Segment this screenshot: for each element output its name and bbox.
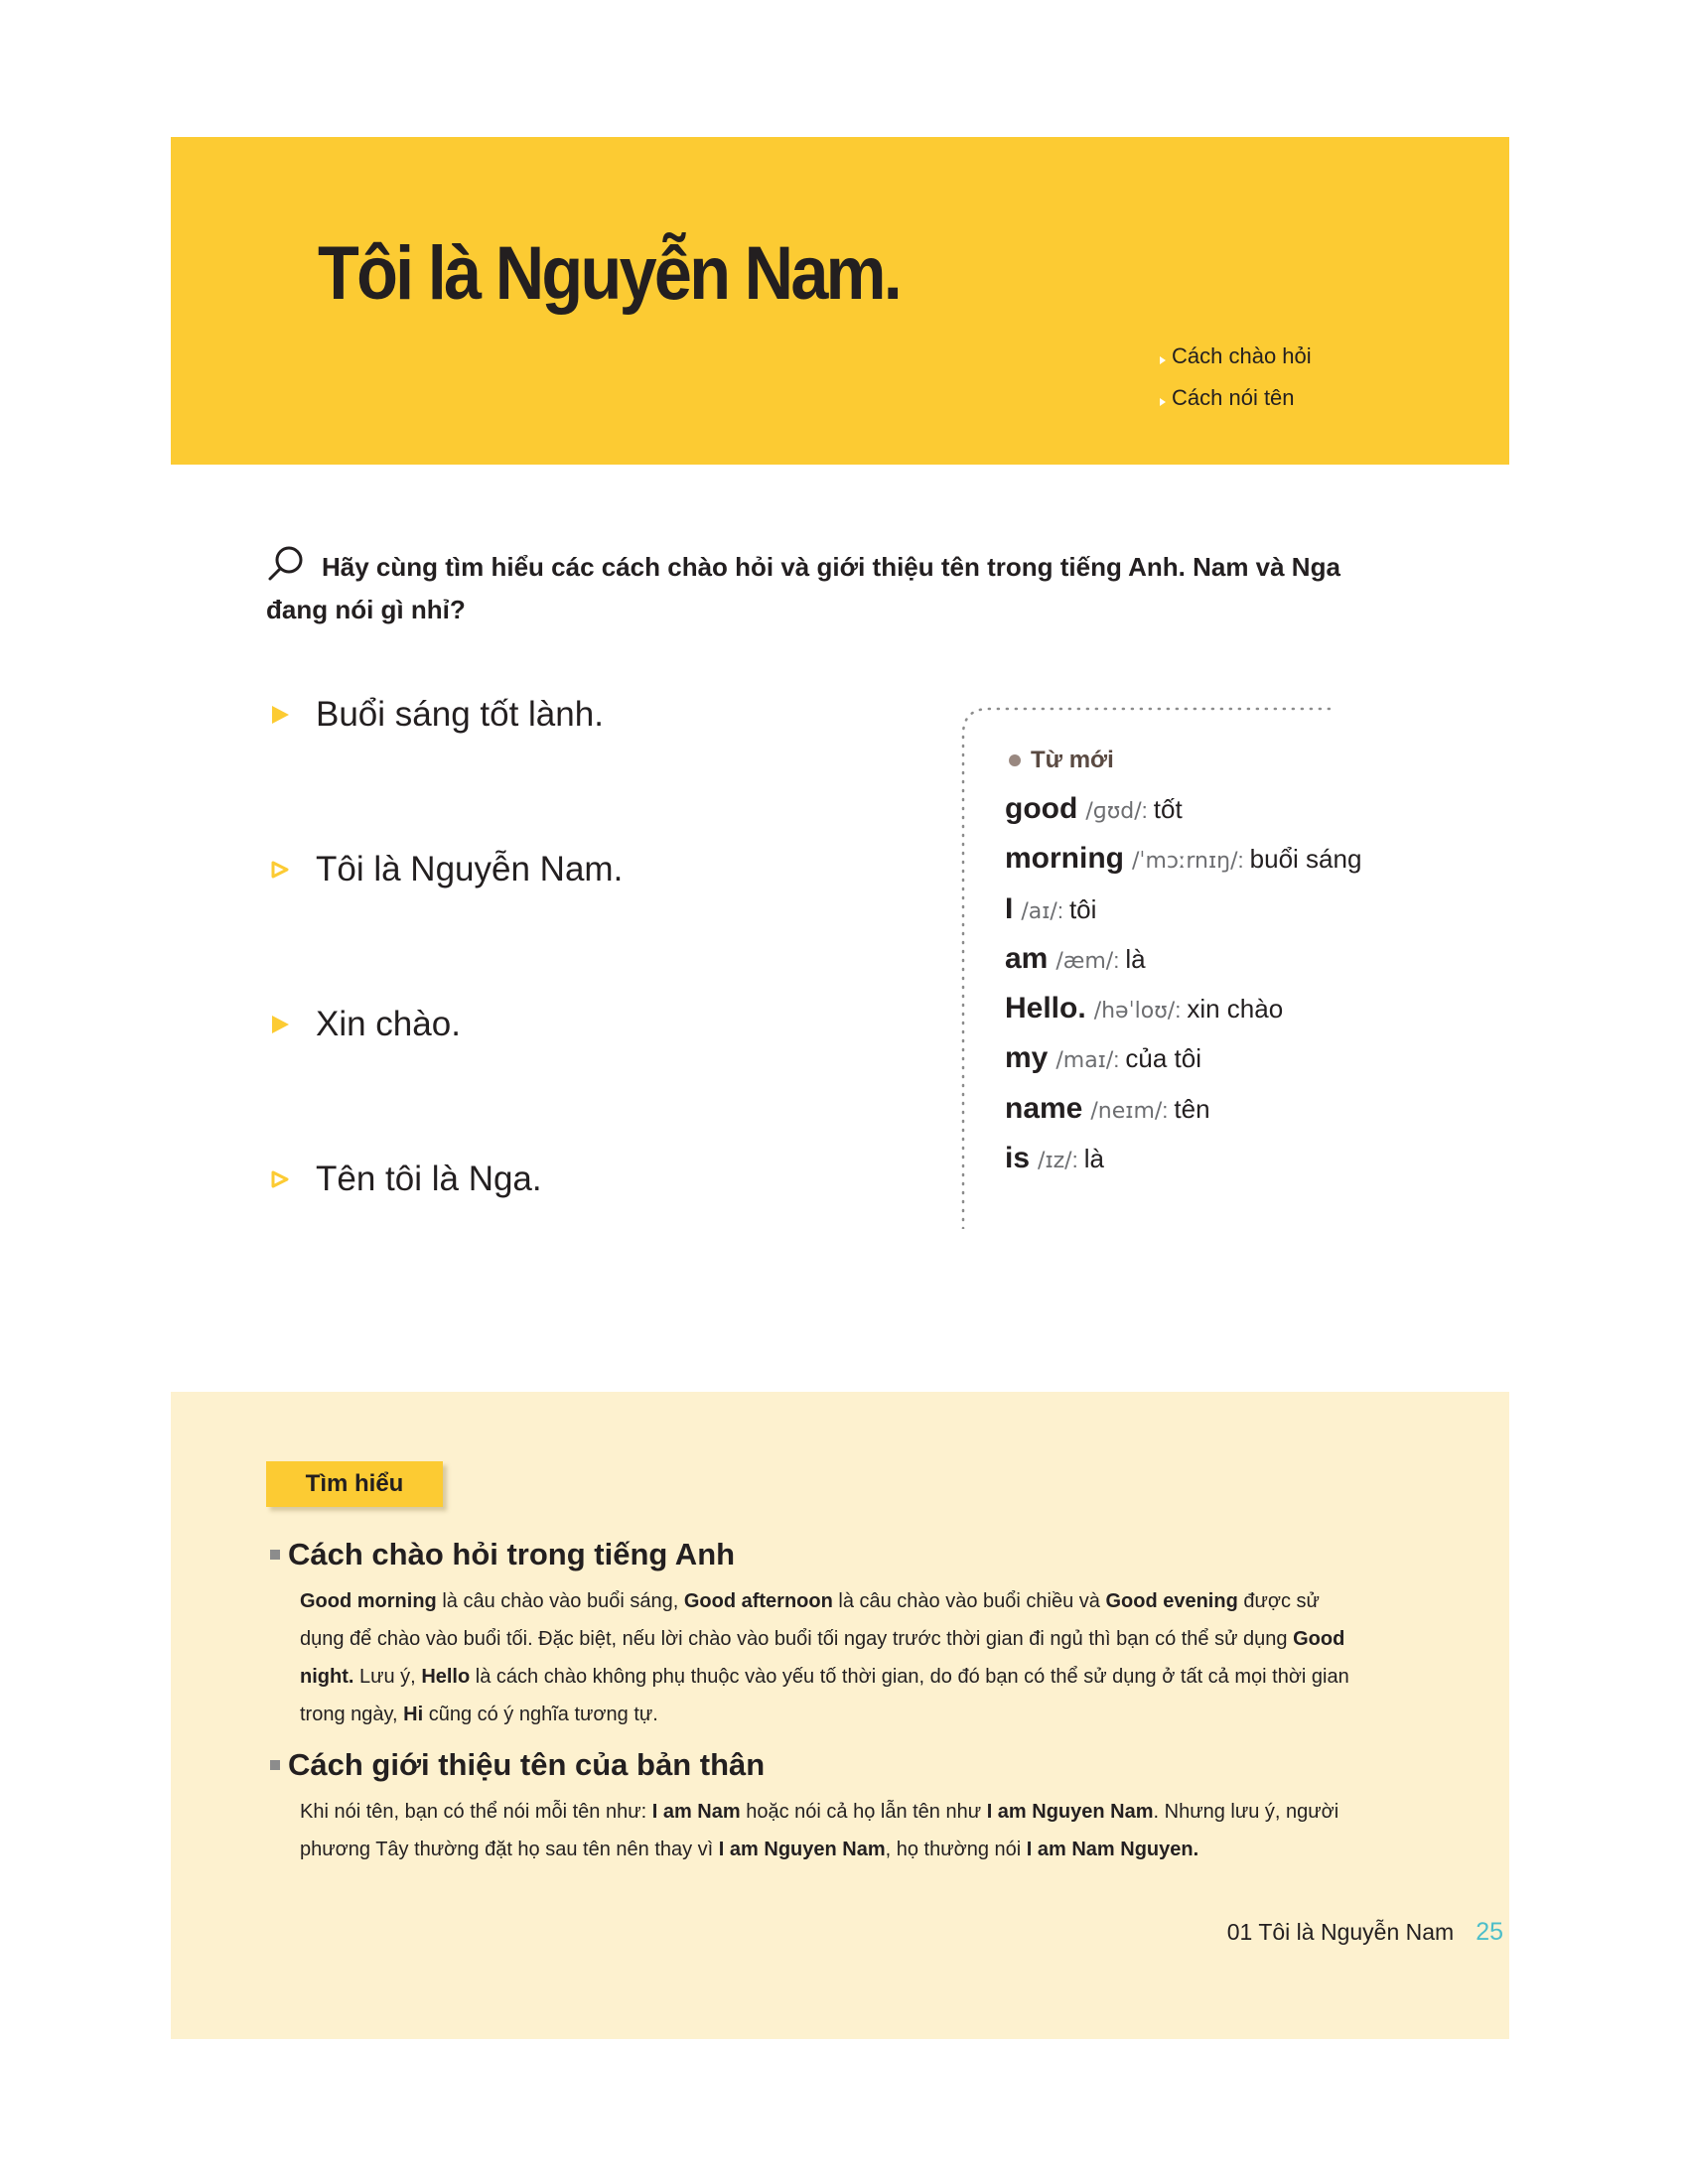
- lesson-header: [171, 137, 1509, 465]
- play-filled-icon: [268, 703, 292, 727]
- bold-term: Hi: [403, 1704, 424, 1725]
- page-number: 25: [1476, 1918, 1503, 1946]
- dialog-line: Buổi sáng tốt lành.: [268, 695, 604, 735]
- bold-term: Hello: [421, 1666, 471, 1688]
- bold-term: Good evening: [1105, 1590, 1238, 1612]
- section-body: Khi nói tên, bạn có thể nói mỗi tên như: I am Nam hoặc nói cả họ lẫn tên như I am Nguyen Nam. Nhưng lưu ý, người phương Tây thường đặt họ sau tên nên thay vì I am Nguyen Nam, họ thường nói I am Nam Nguyen.: [300, 1801, 1339, 1860]
- bold-term: I am Nguyen Nam: [718, 1839, 886, 1860]
- intro-prompt: [266, 544, 1378, 631]
- section-body: Good morning là câu chào vào buổi sáng, Good afternoon là câu chào vào buổi chiều và Good evening được sử dụng để chào vào buổi tối. Đặc biệt, nếu lời chào vào buổi tối ngay trước thời gian đi ngủ thì bạn có thể sử dụng Good night. Lưu ý, Hello là cách chào không phụ thuộc vào yếu tố thời gian, do đó bạn có thể sử dụng ở tất cả mọi thời gian trong ngày, Hi cũng có ý nghĩa tương tự.: [300, 1590, 1349, 1725]
- learn-section: [270, 1747, 1402, 1868]
- topic-item: Cách chào hỏi: [1160, 336, 1312, 377]
- bold-term: Good afternoon: [683, 1590, 833, 1612]
- bullet-triangle-icon: [1160, 356, 1166, 364]
- vocab-item: good /ɡʊd/ : tốt: [1005, 792, 1183, 825]
- dialog-line: Xin chào.: [268, 1005, 461, 1044]
- learn-section: [270, 1537, 1402, 1733]
- vocab-item: name /neɪm/ : tên: [1005, 1091, 1210, 1125]
- bullet-square-icon: [270, 1760, 280, 1770]
- bold-term: I am Nguyen Nam: [986, 1801, 1154, 1823]
- bullet-dot-icon: [1009, 754, 1021, 766]
- lesson-title: Tôi là Nguyễn Nam.: [318, 231, 901, 316]
- dialog-line: Tôi là Nguyễn Nam.: [268, 850, 623, 889]
- dialog-line: Tên tôi là Nga.: [268, 1160, 542, 1199]
- bullet-square-icon: [270, 1550, 280, 1560]
- vocab-item: I /aɪ/ : tôi: [1005, 891, 1097, 925]
- bold-term: Good night.: [300, 1628, 1345, 1688]
- section-heading: Cách chào hỏi trong tiếng Anh: [270, 1537, 1402, 1572]
- vocab-list: [1005, 792, 1361, 1191]
- chapter-label: 01 Tôi là Nguyễn Nam: [1226, 1919, 1455, 1945]
- bold-term: Good morning: [300, 1590, 437, 1612]
- play-filled-icon: [268, 1013, 292, 1036]
- vocab-item: morning /ˈmɔːrnɪŋ/ : buổi sáng: [1005, 842, 1362, 876]
- vocab-item: am /æm/ : là: [1005, 941, 1146, 975]
- magnifier-icon: [266, 544, 306, 584]
- play-outline-icon: [268, 1167, 292, 1191]
- bold-term: I am Nam Nguyen.: [1026, 1839, 1199, 1860]
- bullet-triangle-icon: [1160, 398, 1166, 406]
- bold-term: I am Nam: [651, 1801, 741, 1823]
- topic-item: Cách nói tên: [1160, 377, 1312, 419]
- vocab-item: is /ɪz/ : là: [1005, 1142, 1104, 1175]
- play-outline-icon: [268, 858, 292, 882]
- intro-text: Hãy cùng tìm hiểu các cách chào hỏi và giới thiệu tên trong tiếng Anh. Nam và Nga đang nói gì nhỉ?: [266, 552, 1340, 624]
- section-heading: Cách giới thiệu tên của bản thân: [270, 1747, 1402, 1783]
- page-footer: [1227, 1918, 1503, 1947]
- learn-tag: Tìm hiểu: [266, 1461, 443, 1507]
- vocab-heading: Từ mới: [1009, 747, 1114, 774]
- lesson-topics: [1160, 336, 1312, 419]
- vocab-item: my /maɪ/ : của tôi: [1005, 1041, 1202, 1075]
- vocab-item: Hello. /həˈloʊ/ : xin chào: [1005, 992, 1284, 1025]
